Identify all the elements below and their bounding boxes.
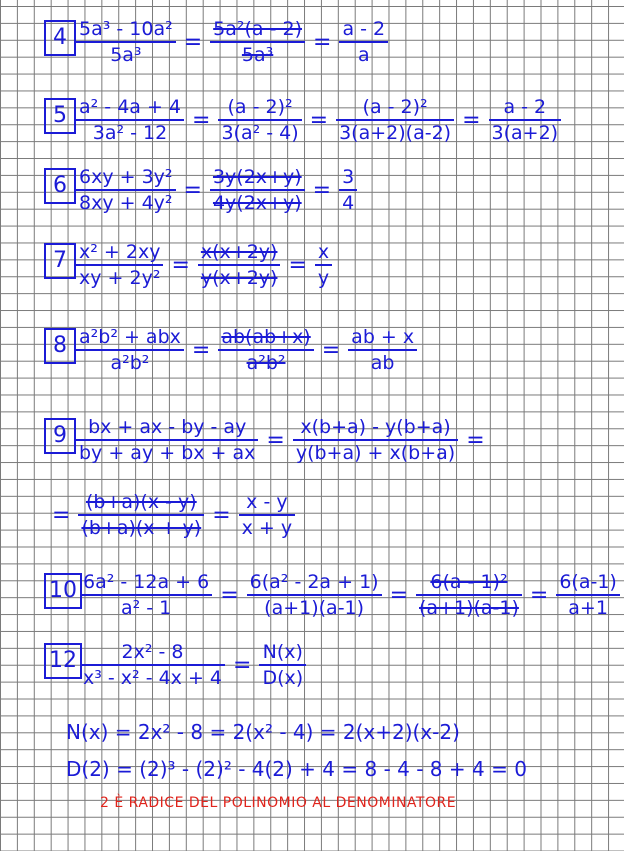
equation — [48, 485, 299, 545]
denominator: (a+1)(a-1) — [264, 597, 365, 619]
denominator: ab — [370, 352, 395, 374]
exercise-number: 6 — [44, 168, 76, 204]
equals-sign: = — [191, 337, 211, 363]
equation — [72, 235, 336, 295]
fraction — [76, 165, 176, 215]
equation — [72, 320, 421, 380]
exercise-row — [0, 485, 590, 545]
fraction — [210, 165, 305, 215]
fraction — [210, 17, 305, 67]
numerator: x — [317, 241, 330, 263]
fraction — [76, 240, 163, 290]
numerator: ab(ab+x) — [221, 326, 311, 348]
numerator: 6(a² - 2a + 1) — [249, 571, 379, 593]
denominator: 3(a+2) — [491, 122, 559, 144]
numerator: N(x) — [262, 641, 303, 663]
equals-sign: = — [212, 502, 231, 528]
equals-sign: = — [233, 652, 252, 678]
fraction — [239, 490, 296, 540]
root-note: 2 È RADICE DEL POLINOMIO AL DENOMINATORE — [100, 795, 457, 811]
equals-sign: = — [462, 107, 481, 133]
numerator: ab + x — [351, 326, 415, 348]
fraction — [218, 325, 313, 375]
denominator: (a+1)(a-1) — [419, 597, 519, 619]
equals-sign: = — [389, 582, 409, 608]
exercise-row — [0, 235, 590, 295]
denominator: by + ay + bx + ax — [79, 442, 256, 464]
numerator: x(b+a) - y(b+a) — [300, 416, 451, 438]
numerator: a²b² + abx — [79, 326, 181, 348]
denominator: 4 — [342, 192, 355, 214]
fraction — [339, 165, 357, 215]
denominator: a² - 1 — [120, 597, 172, 619]
exercise-row — [0, 160, 590, 220]
equals-sign: = — [466, 427, 485, 453]
exercise-number: 5 — [44, 98, 76, 134]
equals-sign: = — [266, 427, 285, 453]
exercise-row — [0, 90, 590, 150]
fraction — [247, 570, 382, 620]
denominator: 3(a² - 4) — [221, 122, 299, 144]
equation — [72, 160, 361, 220]
denominator: 4y(2x+y) — [212, 192, 302, 214]
exercise-row — [0, 12, 590, 72]
equals-sign: = — [288, 252, 307, 278]
numerator: 6(a-1) — [559, 571, 617, 593]
numerator: x(x+2y) — [200, 241, 278, 263]
fraction — [339, 17, 388, 67]
equals-sign: = — [321, 337, 341, 363]
fraction — [78, 490, 204, 540]
numerator-factorization: N(x) = 2x² - 8 = 2(x² - 4) = 2(x+2)(x-2) — [66, 720, 460, 744]
equation — [72, 90, 565, 150]
equation — [72, 12, 392, 72]
fraction — [80, 640, 225, 690]
fraction — [198, 240, 281, 290]
equals-sign: = — [529, 582, 549, 608]
fraction — [218, 95, 301, 145]
equation — [76, 635, 310, 695]
exercise-number: 8 — [44, 328, 76, 364]
numerator: bx + ax - by - ay — [88, 416, 247, 438]
fraction — [556, 570, 620, 620]
equals-sign: = — [313, 29, 332, 55]
equals-sign: = — [220, 582, 239, 608]
numerator: x² + 2xy — [79, 241, 161, 263]
denominator-evaluation: D(2) = (2)³ - (2)² - 4(2) + 4 = 8 - 4 - 8 + 4 = 0 — [66, 757, 527, 781]
fraction — [336, 95, 454, 145]
numerator: (a - 2)² — [362, 96, 428, 118]
exercise-number: 10 — [44, 573, 82, 609]
denominator: 3a² - 12 — [92, 122, 168, 144]
numerator: a - 2 — [503, 96, 547, 118]
denominator: 5a³ — [241, 44, 274, 66]
equals-sign: = — [312, 177, 332, 203]
denominator: y(x+2y) — [200, 267, 278, 289]
numerator: a² - 4a + 4 — [79, 96, 182, 118]
equals-sign: = — [192, 107, 211, 133]
numerator: x - y — [246, 491, 288, 513]
exercise-row — [0, 410, 590, 470]
numerator: 6(a - 1)² — [430, 571, 508, 593]
fraction — [80, 570, 212, 620]
fraction — [76, 325, 184, 375]
numerator: (b+a)(x - y) — [85, 491, 197, 513]
exercise-number: 7 — [44, 243, 76, 279]
fraction — [76, 17, 176, 67]
exercise-row — [0, 320, 590, 380]
equals-sign: = — [183, 177, 202, 203]
fraction — [293, 415, 458, 465]
denominator: a²b² — [246, 352, 286, 374]
denominator: 3(a+2)(a-2) — [339, 122, 452, 144]
numerator: 5a²(a - 2) — [213, 18, 303, 40]
denominator: 5a³ — [110, 44, 142, 66]
denominator: 8xy + 4y² — [79, 192, 173, 214]
denominator: xy + 2y² — [79, 267, 161, 289]
denominator: y — [317, 267, 330, 289]
exercise-row — [0, 565, 617, 625]
denominator: x³ - x² - 4x + 4 — [83, 667, 223, 689]
denominator: x + y — [241, 517, 293, 539]
fraction — [76, 95, 184, 145]
equals-sign: = — [183, 29, 203, 55]
exercise-row — [0, 635, 590, 695]
numerator: (a - 2)² — [227, 96, 293, 118]
numerator: 2x² - 8 — [121, 641, 184, 663]
numerator: 5a³ - 10a² — [79, 18, 173, 40]
equals-sign: = — [52, 502, 71, 528]
exercise-number: 12 — [44, 643, 82, 679]
fraction — [348, 325, 417, 375]
numerator: 6a² - 12a + 6 — [83, 571, 210, 593]
numerator: 3 — [342, 166, 355, 188]
exercise-number: 9 — [44, 418, 76, 454]
fraction — [315, 240, 332, 290]
denominator: a — [357, 44, 370, 66]
fraction — [416, 570, 522, 620]
equation — [76, 565, 624, 625]
denominator: (b+a)(x + y) — [81, 517, 202, 539]
denominator: y(b+a) + x(b+a) — [295, 442, 456, 464]
numerator: a - 2 — [342, 18, 386, 40]
denominator: a+1 — [568, 597, 608, 619]
numerator: 3y(2x+y) — [212, 166, 302, 188]
denominator: D(x) — [262, 667, 304, 689]
fraction — [259, 640, 306, 690]
equals-sign: = — [309, 107, 329, 133]
equals-sign: = — [171, 252, 190, 278]
numerator: 6xy + 3y² — [79, 166, 173, 188]
denominator: a²b² — [110, 352, 150, 374]
fraction — [489, 95, 562, 145]
fraction — [76, 415, 258, 465]
equation — [72, 410, 489, 470]
exercise-number: 4 — [44, 20, 76, 56]
